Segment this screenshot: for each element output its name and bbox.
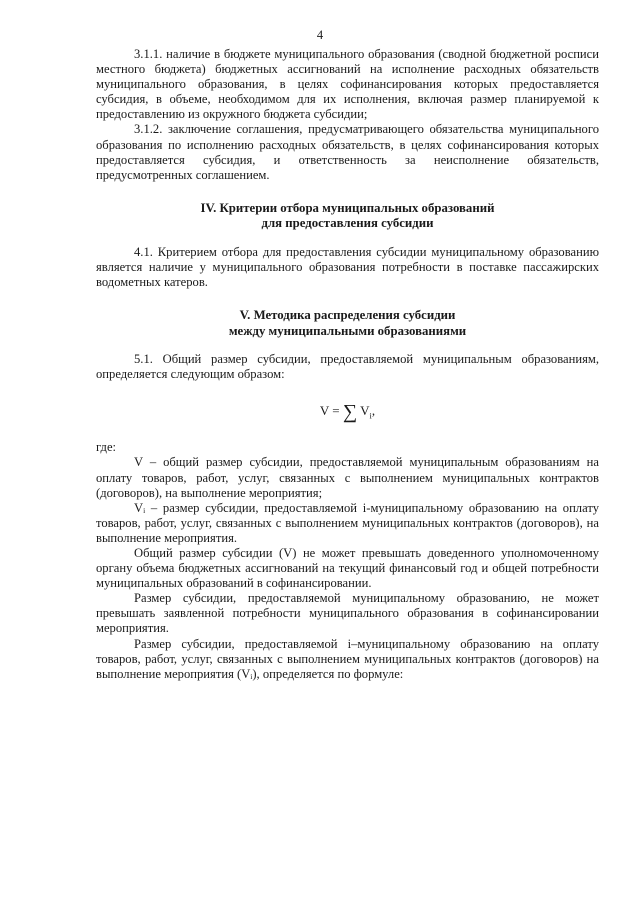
paragraph-size-limit: Размер субсидии, предоставляемой муниципальному образованию, не может превышать заявленной потребности муниципального образования в софинансировании мероприятия. <box>96 591 599 636</box>
where-label: где: <box>96 440 117 455</box>
paragraph-5-1: 5.1. Общий размер субсидии, предоставляемой муниципальным образованиям, определяется следующим образом: <box>96 352 599 382</box>
formula-var: V <box>360 403 370 419</box>
section-4-heading <box>96 201 599 232</box>
page-number: 4 <box>316 28 324 42</box>
sum-formula <box>96 382 599 440</box>
paragraph-total-limit: Общий размер субсидии (V) не может превышать доведенного уполномоченному органу объема бюджетных ассигнований на текущий финансовый год и общей потребности муниципальных образований в софинансировании. <box>96 545 599 591</box>
section-4-title-line1: IV. Критерии отбора муниципальных образований <box>200 200 495 215</box>
definition-v: V – общий размер субсидии, предоставляемой муниципальным образованиям на оплату товаров, работ, услуг, связанных с выполнением муниципальных контрактов (договоров), на выполнение мероприятия; <box>96 455 599 500</box>
section-5-heading <box>96 308 599 339</box>
section-5-title-line2: между муниципальными образованиями <box>228 323 467 338</box>
paragraph-3-1-2: 3.1.2. заключение соглашения, предусматривающего обязательства муниципального образования по исполнению расходных обязательств, в целях софинансирования которых предоставляется субсидия, и ответственность за неисполнение обязательств, предусмотренных соглашением. <box>96 122 599 182</box>
definition-vi: Vᵢ – размер субсидии, предоставляемой i-муниципальному образованию на оплату товаров, работ, услуг, связанных с выполнением муниципальных контрактов (договоров), на выполнение мероприятия. <box>96 500 599 545</box>
paragraph-4-1: 4.1. Критерием отбора для предоставления субсидии муниципальному образованию является наличие у муниципального образования потребности в поставке пассажирских водометных катеров. <box>96 244 599 290</box>
formula-subscript: i <box>369 410 372 421</box>
formula-tail: , <box>371 403 376 419</box>
formula-left: V = <box>319 403 340 419</box>
sigma-symbol: ∑ <box>342 401 358 424</box>
section-4-title-line2: для предоставления субсидии <box>261 216 434 231</box>
paragraph-3-1-1: 3.1.1. наличие в бюджете муниципального образования (сводной бюджетной росписи местного бюджета) бюджетных ассигнований на исполнение расходных обязательств муниципального образования, в целях софинансирования которых предоставляется субсидия, в объеме, необходимом для их исполнения, включая размер планируемой к предоставлению из окружного бюджета субсидии; <box>96 47 599 122</box>
section-5-title-line1: V. Методика распределения субсидии <box>239 308 456 323</box>
paragraph-size-i: Размер субсидии, предоставляемой i–муниципальному образованию на оплату товаров, работ, услуг, связанных с выполнением муниципальных контрактов (договоров) на выполнение мероприятия (Vᵢ), определяется по формуле: <box>96 636 599 681</box>
document-body <box>96 47 599 682</box>
